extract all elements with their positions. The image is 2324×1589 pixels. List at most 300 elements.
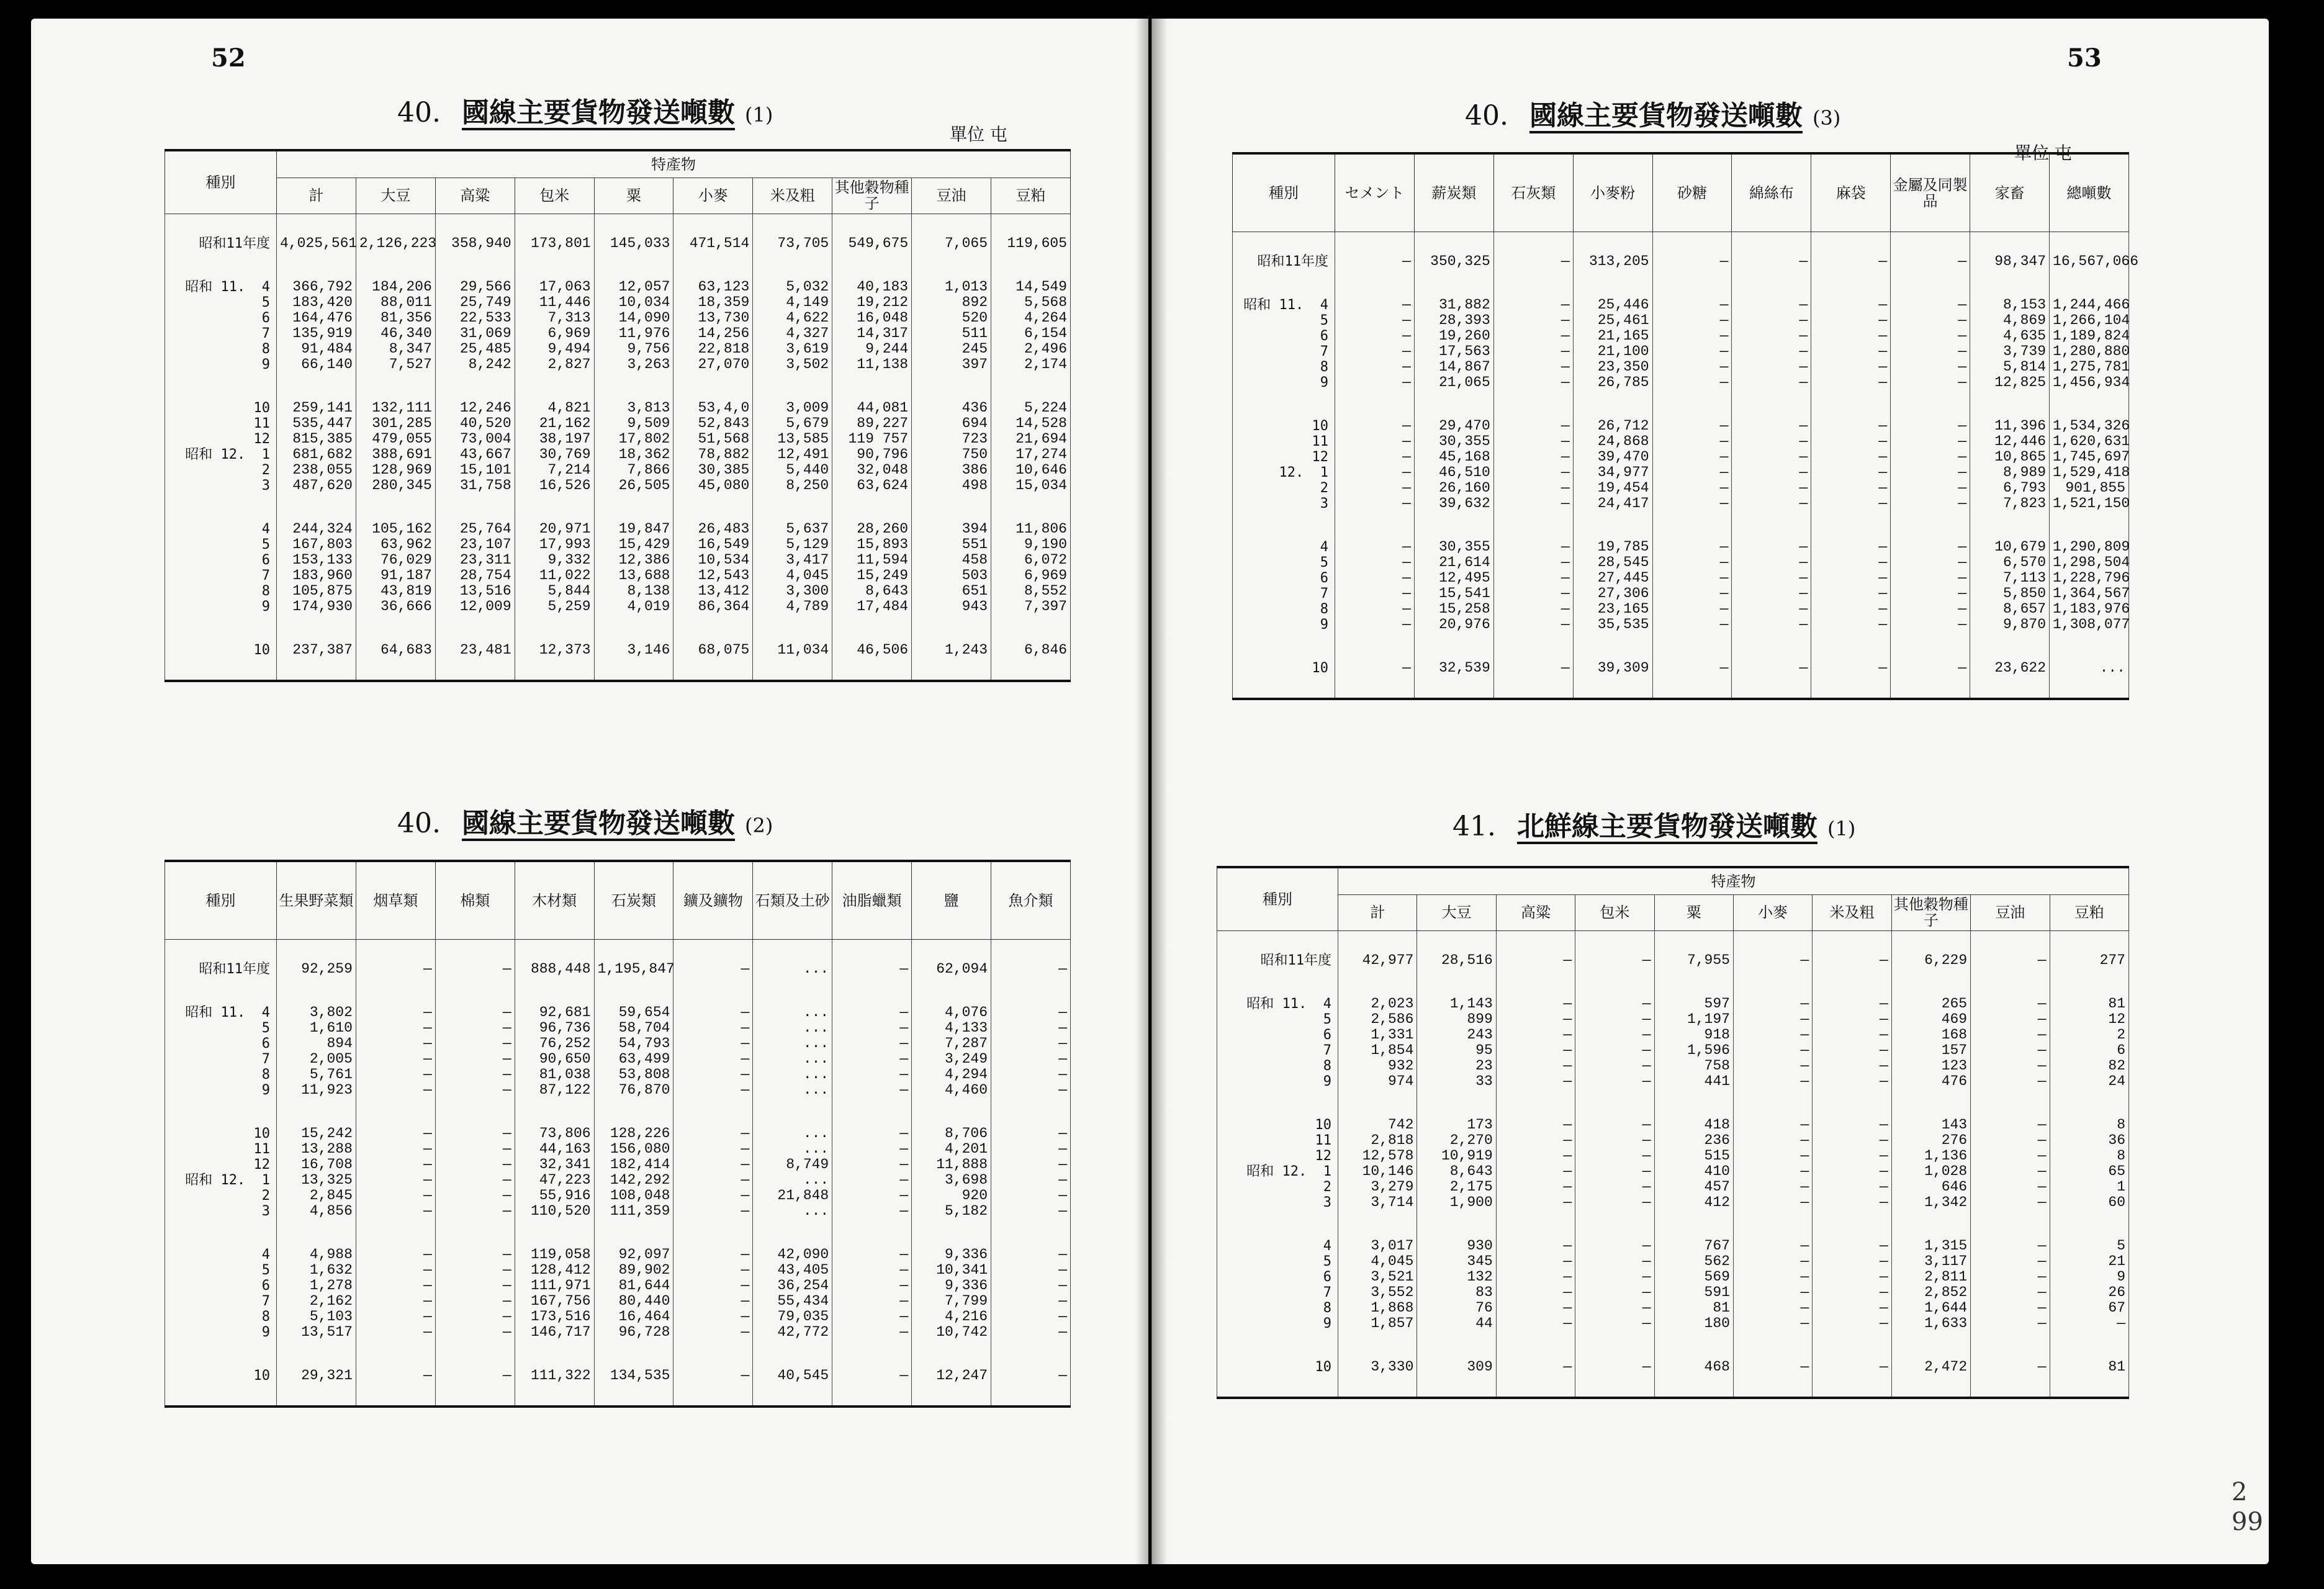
row-label: 12 [1233,449,1335,465]
data-cell: 5,844 [515,583,594,599]
data-cell: 4,789 [753,599,832,614]
data-cell: 7,527 [356,357,435,372]
data-cell: — [1811,617,1891,632]
data-cell: — [356,1036,435,1051]
data-cell: ... [2050,660,2129,676]
row-label: 8 [165,341,277,357]
data-cell: 681,682 [277,447,356,462]
data-cell: — [991,1083,1071,1098]
data-cell: 16,567,066 [2050,254,2129,269]
column-header-cell: 包米 [1575,895,1654,931]
data-cell: — [1335,449,1415,465]
data-cell: — [1493,328,1573,344]
data-cell: 29,566 [435,279,515,295]
data-cell: 742 [1338,1117,1417,1133]
data-cell: 1,136 [1891,1148,1970,1164]
table-row [1233,496,2129,511]
data-cell: 1,364,567 [2050,586,2129,601]
data-cell: 119,605 [991,236,1071,251]
table-row [1233,555,2129,570]
data-cell: 899 [1417,1012,1496,1027]
data-cell: — [1732,434,1811,449]
data-cell: 15,258 [1414,601,1493,617]
data-cell: — [1813,1074,1891,1089]
data-cell: — [1575,1254,1654,1269]
data-cell: 24,417 [1573,496,1652,511]
data-cell: 1,183,976 [2050,601,2129,617]
data-cell: 142,292 [594,1173,673,1188]
data-cell: 17,484 [832,599,912,614]
table2 [164,860,1071,1408]
data-cell: — [673,1188,753,1204]
column-header-cell: 高粱 [1496,895,1575,931]
data-cell: — [1813,1133,1891,1148]
data-cell: 52,843 [673,416,753,431]
data-cell: 184,206 [356,279,435,295]
data-cell: 4,327 [753,326,832,341]
data-cell: 2,845 [277,1188,356,1204]
data-cell: 78,882 [673,447,753,462]
row-label: 11 [165,416,277,431]
data-cell: — [1732,496,1811,511]
data-cell: — [991,1036,1071,1051]
data-cell: 23,481 [435,642,515,658]
data-cell: — [435,1325,515,1340]
table-row [165,1204,1071,1219]
table-row [1217,1359,2129,1375]
data-cell: 174,930 [277,599,356,614]
row-label: 4 [1233,539,1335,555]
data-cell: 53,4,0 [673,400,753,416]
data-cell: 47,223 [515,1173,594,1188]
data-cell: 11,976 [594,326,673,341]
data-cell: 98,347 [1970,254,2050,269]
data-cell: 14,549 [991,279,1071,295]
table-row [165,521,1071,537]
data-cell: 7,955 [1654,953,1733,968]
data-cell: — [1811,313,1891,328]
table-row [1233,254,2129,269]
table3-number: 40. [1465,100,1508,132]
data-cell: 31,758 [435,478,515,493]
group-header-cell: 特產物 [1338,867,2129,895]
data-cell: 2,162 [277,1294,356,1309]
data-cell: — [1575,1179,1654,1195]
data-cell: 42,977 [1338,953,1417,968]
data-cell: 14,528 [991,416,1071,431]
data-cell: 8,706 [912,1126,991,1141]
data-cell: 259,141 [277,400,356,416]
data-cell: — [832,1294,912,1309]
data-cell: — [1493,480,1573,496]
data-cell: — [1732,480,1811,496]
table-row [165,1278,1071,1294]
row-label: 3 [165,478,277,493]
table2-part: (2) [744,814,773,837]
table4-title [1452,804,1855,844]
data-cell: — [1733,1359,1812,1375]
data-cell: — [1891,465,1970,480]
row-label: 昭和 12. 1 [165,1173,277,1188]
data-cell: 4,988 [277,1247,356,1263]
data-cell: 14,317 [832,326,912,341]
data-cell: 73,806 [515,1126,594,1141]
data-cell: — [1335,660,1415,676]
data-cell: — [832,1173,912,1188]
data-cell: — [1971,1043,2050,1058]
data-cell: 43,819 [356,583,435,599]
data-cell: 23,165 [1573,601,1652,617]
data-cell: 31,882 [1414,297,1493,313]
column-header-cell: 小麥 [673,178,753,214]
data-cell: 5,761 [277,1067,356,1083]
data-cell: 9,870 [1970,617,2050,632]
row-label: 7 [165,326,277,341]
data-cell: 2,586 [1338,1012,1417,1027]
row-label: 7 [1233,586,1335,601]
data-cell: 6,793 [1970,480,2050,496]
table1-title-text: 國線主要貨物發送噸數 [461,97,735,128]
data-cell: — [1493,465,1573,480]
data-cell: 167,803 [277,537,356,552]
data-cell: — [673,1204,753,1219]
data-cell: 26,785 [1573,375,1652,390]
data-cell: 2,005 [277,1051,356,1067]
data-cell: 8,138 [594,583,673,599]
data-cell: — [356,1083,435,1098]
data-cell: 10,919 [1417,1148,1496,1164]
data-cell: — [1733,1117,1812,1133]
column-header-cell: 石灰類 [1493,153,1573,232]
data-cell: — [435,1204,515,1219]
data-cell: 5,637 [753,521,832,537]
data-cell: 2,126,223 [356,236,435,251]
data-cell: — [1493,254,1573,269]
row-label: 7 [165,1051,277,1067]
data-cell: ... [753,1036,832,1051]
data-cell: 76,029 [356,552,435,568]
row-label: 昭和 11. 4 [165,1005,277,1020]
data-cell: — [673,1247,753,1263]
data-cell: — [1335,328,1415,344]
data-cell: — [1496,1179,1575,1195]
data-cell: 3,117 [1891,1254,1970,1269]
data-cell: 469 [1891,1012,1970,1027]
data-cell: 7,065 [912,236,991,251]
data-cell: 5,568 [991,295,1071,310]
data-cell: 95 [1417,1043,1496,1058]
data-cell: 168 [1891,1027,1970,1043]
data-cell: — [1732,359,1811,375]
data-cell: — [1971,1195,2050,1210]
data-cell: — [1733,1269,1812,1285]
data-cell: 9,336 [912,1278,991,1294]
data-cell: 29,321 [277,1368,356,1384]
data-cell: 974 [1338,1074,1417,1089]
data-cell: — [1971,1269,2050,1285]
data-cell: 45,168 [1414,449,1493,465]
data-cell: 1,195,847 [594,961,673,977]
data-cell: 23,622 [1970,660,2050,676]
row-label: 4 [165,521,277,537]
data-cell: 36,254 [753,1278,832,1294]
data-cell: 87,122 [515,1083,594,1098]
data-cell: 6,570 [1970,555,2050,570]
table-row [165,1325,1071,1340]
data-cell: — [1733,1316,1812,1331]
table-row [1233,570,2129,586]
row-header-cell: 種別 [1217,867,1338,930]
data-cell: — [1733,1300,1812,1316]
data-cell: 92,681 [515,1005,594,1020]
data-cell: — [1335,434,1415,449]
data-cell: 2,174 [991,357,1071,372]
data-cell: — [1732,375,1811,390]
row-label: 昭和11年度 [165,236,277,251]
data-cell: 19,847 [594,521,673,537]
data-cell: 35,535 [1573,617,1652,632]
data-cell: 6,969 [515,326,594,341]
row-label: 5 [1233,555,1335,570]
column-header-cell: 其他穀物種子 [1891,895,1970,931]
data-cell: — [1652,375,1732,390]
data-cell: 23,311 [435,552,515,568]
row-label: 3 [1217,1195,1338,1210]
data-cell: — [1575,1195,1654,1210]
data-cell: 5,224 [991,400,1071,416]
data-cell: — [1733,1012,1812,1027]
data-cell: 62,094 [912,961,991,977]
row-label: 9 [165,599,277,614]
data-cell: 3,502 [753,357,832,372]
data-cell: — [1891,344,1970,359]
data-cell: — [991,1309,1071,1325]
data-cell: — [1496,1164,1575,1179]
column-header-cell: 鑛及鑛物 [673,861,753,940]
data-cell: 90,650 [515,1051,594,1067]
data-cell: 1,644 [1891,1300,1970,1316]
table-row [165,961,1071,977]
data-cell: 7,799 [912,1294,991,1309]
data-cell: 2,023 [1338,996,1417,1012]
column-header-cell: 總噸數 [2050,153,2129,232]
data-cell: — [1811,359,1891,375]
column-header-cell: 計 [277,178,356,214]
data-cell: 36 [2050,1133,2128,1148]
data-cell: — [991,1278,1071,1294]
row-label: 昭和 12. 1 [1217,1164,1338,1179]
data-cell: — [1971,1179,2050,1195]
data-cell: 64,683 [356,642,435,658]
page-number-right: 53 [2067,43,2102,73]
data-cell: 9,509 [594,416,673,431]
table-row [1217,1269,2129,1285]
data-cell: — [435,1020,515,1036]
data-cell: 46,506 [832,642,912,658]
data-cell: 20,976 [1414,617,1493,632]
data-cell: — [1813,996,1891,1012]
data-cell: 22,533 [435,310,515,326]
data-cell: — [1335,344,1415,359]
data-cell: 4,460 [912,1083,991,1098]
data-cell: — [1652,465,1732,480]
data-cell: — [1652,539,1732,555]
row-label: 10 [165,642,277,658]
data-cell: 236 [1654,1133,1733,1148]
data-cell: 19,785 [1573,539,1652,555]
data-cell: — [1493,375,1573,390]
data-cell: 1,280,880 [2050,344,2129,359]
data-cell: 280,345 [356,478,435,493]
data-cell: — [832,1204,912,1219]
data-cell: 16,549 [673,537,753,552]
data-cell: 11,888 [912,1157,991,1173]
table-row [1217,996,2129,1012]
data-cell: 128,969 [356,462,435,478]
table-row [165,568,1071,583]
data-cell: 58,704 [594,1020,673,1036]
data-cell: 1,228,796 [2050,570,2129,586]
table-row [1233,434,2129,449]
data-cell: — [1971,1316,2050,1331]
table-row [1217,1043,2129,1058]
data-cell: — [1811,297,1891,313]
data-cell: 441 [1654,1074,1733,1089]
row-label: 3 [165,1204,277,1219]
data-cell: 6,969 [991,568,1071,583]
data-cell: — [1891,418,1970,434]
data-cell: — [1335,586,1415,601]
data-cell: — [1496,1195,1575,1210]
data-cell: 350,325 [1414,254,1493,269]
table-row [165,416,1071,431]
data-cell: 10,646 [991,462,1071,478]
data-cell: 86,364 [673,599,753,614]
table-row [1217,1195,2129,1210]
data-cell: 92,259 [277,961,356,977]
data-cell: 30,355 [1414,539,1493,555]
data-cell: — [673,1083,753,1098]
data-cell: — [1891,496,1970,511]
data-cell: — [1732,344,1811,359]
data-cell: — [1891,359,1970,375]
data-cell: 3,714 [1338,1195,1417,1210]
data-cell: 153,133 [277,552,356,568]
row-label: 8 [1217,1058,1338,1074]
data-cell: — [1733,953,1812,968]
data-cell: 10,679 [1970,539,2050,555]
data-cell: 111,322 [515,1368,594,1384]
data-cell: 2,270 [1417,1133,1496,1148]
data-cell: 15,101 [435,462,515,478]
column-header-cell: 豆油 [1971,895,2050,931]
data-cell: — [1732,660,1811,676]
table-row [1217,1164,2129,1179]
data-cell: — [1811,465,1891,480]
data-cell: 301,285 [356,416,435,431]
table3-title [1465,93,1840,133]
data-cell: 498 [912,478,991,493]
data-cell: 30,355 [1414,434,1493,449]
data-cell: 105,875 [277,583,356,599]
data-cell: 39,309 [1573,660,1652,676]
data-cell: — [1891,617,1970,632]
table-row [1233,313,2129,328]
data-cell: 5,679 [753,416,832,431]
row-label: 7 [165,568,277,583]
data-cell: — [1733,1164,1812,1179]
data-cell: 13,288 [277,1141,356,1157]
data-cell: 1,197 [1654,1012,1733,1027]
data-cell: — [673,1141,753,1157]
data-cell: — [832,1020,912,1036]
data-cell: — [1575,1027,1654,1043]
data-cell: 167,756 [515,1294,594,1309]
data-cell: — [356,1173,435,1188]
data-cell: 1,857 [1338,1316,1417,1331]
data-cell: 16,708 [277,1157,356,1173]
data-cell: 8,552 [991,583,1071,599]
table-row [165,1263,1071,1278]
data-cell: 8,643 [1417,1164,1496,1179]
data-cell: — [832,1278,912,1294]
table2-title-text: 國線主要貨物發送噸數 [461,808,735,839]
data-cell: — [673,1263,753,1278]
data-cell: 9,244 [832,341,912,357]
data-cell: — [1891,586,1970,601]
data-cell: 143 [1891,1117,1970,1133]
data-cell: 8,643 [832,583,912,599]
data-cell: 43,405 [753,1263,832,1278]
column-header-cell: セメント [1335,153,1415,232]
column-header-cell: 石類及土砂 [753,861,832,940]
data-cell: 76,252 [515,1036,594,1051]
table-row [165,1368,1071,1384]
data-cell: 418 [1654,1117,1733,1133]
column-header-cell: 大豆 [356,178,435,214]
table-row [1217,1012,2129,1027]
data-cell: 21 [2050,1254,2128,1269]
data-cell: — [1811,496,1891,511]
data-cell: 244,324 [277,521,356,537]
data-cell: 8 [2050,1117,2128,1133]
data-cell: 468 [1654,1359,1733,1375]
data-cell: — [1813,1316,1891,1331]
data-cell: 16,526 [515,478,594,493]
table4-number: 41. [1452,811,1496,842]
data-cell: 63,624 [832,478,912,493]
data-cell: 1,278 [277,1278,356,1294]
data-cell: — [1652,344,1732,359]
data-cell: — [1813,1058,1891,1074]
data-cell: — [1496,1133,1575,1148]
data-cell: — [1811,660,1891,676]
table-row [165,236,1071,251]
row-label: 8 [1233,359,1335,375]
data-cell: — [1813,1269,1891,1285]
data-cell: — [991,1247,1071,1263]
table-row [1233,465,2129,480]
data-cell: 11,923 [277,1083,356,1098]
column-header-cell: 石炭類 [594,861,673,940]
data-cell: 358,940 [435,236,515,251]
data-cell: 7,113 [1970,570,2050,586]
data-cell: — [1813,1300,1891,1316]
data-cell: 4,264 [991,310,1071,326]
data-cell: — [1575,953,1654,968]
data-cell: — [1652,601,1732,617]
data-cell: — [1335,359,1415,375]
